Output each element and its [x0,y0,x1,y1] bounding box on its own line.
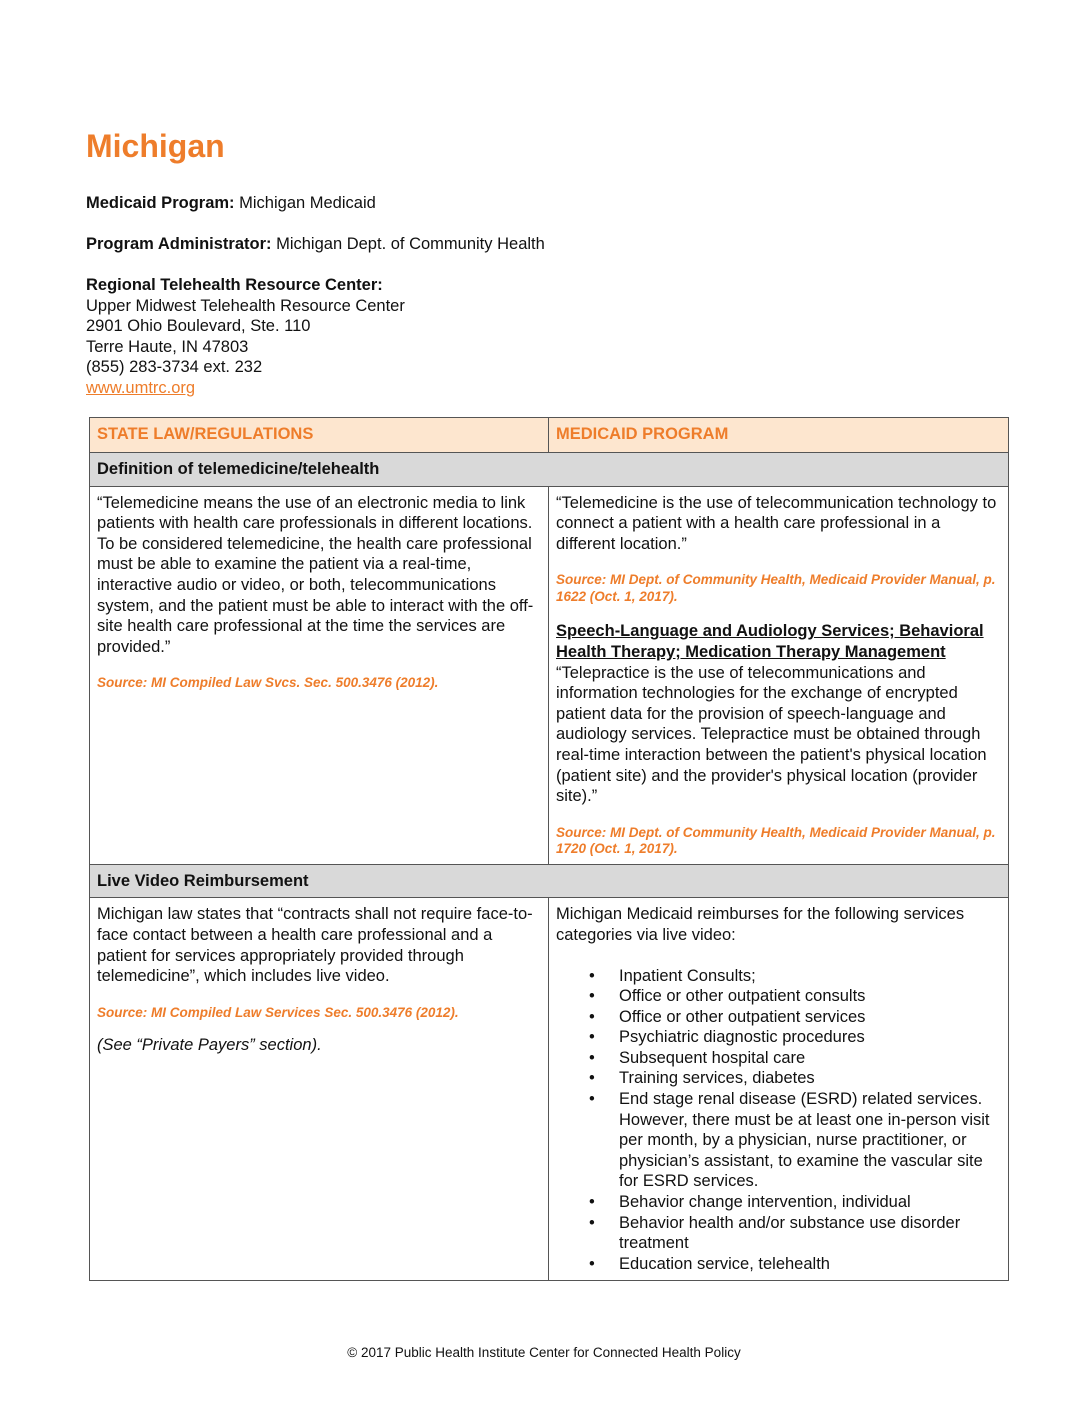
medicaid-cell [549,486,1009,864]
list-item: • Behavior change intervention, individual [619,1192,1001,1213]
program-administrator-value: Michigan Dept. of Community Health [276,235,545,253]
state-law-cell [90,486,549,864]
services-list [556,966,1001,1275]
list-item: • End stage renal disease (ESRD) related services. However, there must be at least one in-person visit per month, by a physician, nurse practitioner, or physician’s assistant, to examine the vascular site for ESRD services. [619,1089,1001,1192]
table-row [90,486,1009,864]
see-also-note: (See “Private Payers” section). [97,1036,322,1055]
section-row-definition [90,453,1009,487]
list-item: • Subsequent hospital care [619,1048,1001,1069]
medicaid-program-line [86,193,376,214]
resource-center-phone: (855) 283-3734 ext. 232 [86,358,263,376]
state-law-text: Michigan law states that “contracts shall not require face-to-face contact between a health care professional and a patient for services appropriately provided through telemedicine”, which includes live video. [97,905,533,986]
section-title: Live Video Reimbursement [90,864,1009,898]
page-title: Michigan [86,128,225,164]
list-item: • Psychiatric diagnostic procedures [619,1027,1001,1048]
source-citation: Source: MI Compiled Law Svcs. Sec. 500.3476 (2012). [97,675,439,691]
medicaid-cell [549,898,1009,1281]
medicaid-text-2: “Telepractice is the use of telecommunications and information technologies for the exchange of encrypted patient data for the provision of speech-language and audiology services. Telepractice must be obtained through real-time interaction between the patient's physical location (patient site) and the provider's physical location (provider site).” [556,663,987,806]
state-law-cell [90,898,549,1281]
section-row-live-video [90,864,1009,898]
source-citation: Source: MI Compiled Law Services Sec. 500.3476 (2012). [97,1004,459,1020]
list-item: • Office or other outpatient consults [619,986,1001,1007]
state-law-text: “Telemedicine means the use of an electronic media to link patients with health care professionals in different locations. To be considered telemedicine, the health care professional must be able to examine the patient via a real-time, interactive audio or video, or both, telecommunications system, and the patient must be able to interact with the off-site health care professional at the time the services are provided.” [97,493,534,656]
program-administrator-line [86,234,545,255]
medicaid-subheading: Speech-Language and Audiology Services; Behavioral Health Therapy; Medication Therapy Management [556,622,984,661]
list-item: • Training services, diabetes [619,1068,1001,1089]
header-state-law: STATE LAW/REGULATIONS [90,418,549,453]
list-item: • Inpatient Consults; [619,966,1001,987]
section-title: Definition of telemedicine/telehealth [90,453,1009,487]
medicaid-text: “Telemedicine is the use of telecommunication technology to connect a patient with a health care professional in a different location.” [556,493,997,553]
resource-center-website-link[interactable]: www.umtrc.org [86,378,196,397]
resource-center-address2: Terre Haute, IN 47803 [86,337,249,356]
source-citation: Source: MI Dept. of Community Health, Medicaid Provider Manual, p. 1622 (Oct. 1, 2017). [556,572,996,604]
program-administrator-label: Program Administrator: [86,235,272,253]
resource-center-label: Regional Telehealth Resource Center: [86,276,383,294]
list-item: • Behavior health and/or substance use disorder treatment [619,1213,1001,1254]
resource-center-block [86,275,405,398]
list-item: • Office or other outpatient services [619,1007,1001,1028]
medicaid-program-value: Michigan Medicaid [239,194,376,212]
table-header-row [90,418,1009,453]
medicaid-program-label: Medicaid Program: [86,194,235,212]
resource-center-name: Upper Midwest Telehealth Resource Center [86,296,405,315]
source-citation: Source: MI Dept. of Community Health, Medicaid Provider Manual, p. 1720 (Oct. 1, 2017). [556,824,996,857]
table-row [90,898,1009,1281]
header-medicaid-program: MEDICAID PROGRAM [549,418,1009,453]
list-item: • Education service, telehealth [619,1254,1001,1275]
medicaid-text: Michigan Medicaid reimburses for the following services categories via live video: [556,905,965,944]
policy-table [89,417,1009,1281]
resource-center-address1: 2901 Ohio Boulevard, Ste. 110 [86,317,311,335]
copyright-footer: © 2017 Public Health Institute Center for Connected Health Policy [347,1345,741,1360]
